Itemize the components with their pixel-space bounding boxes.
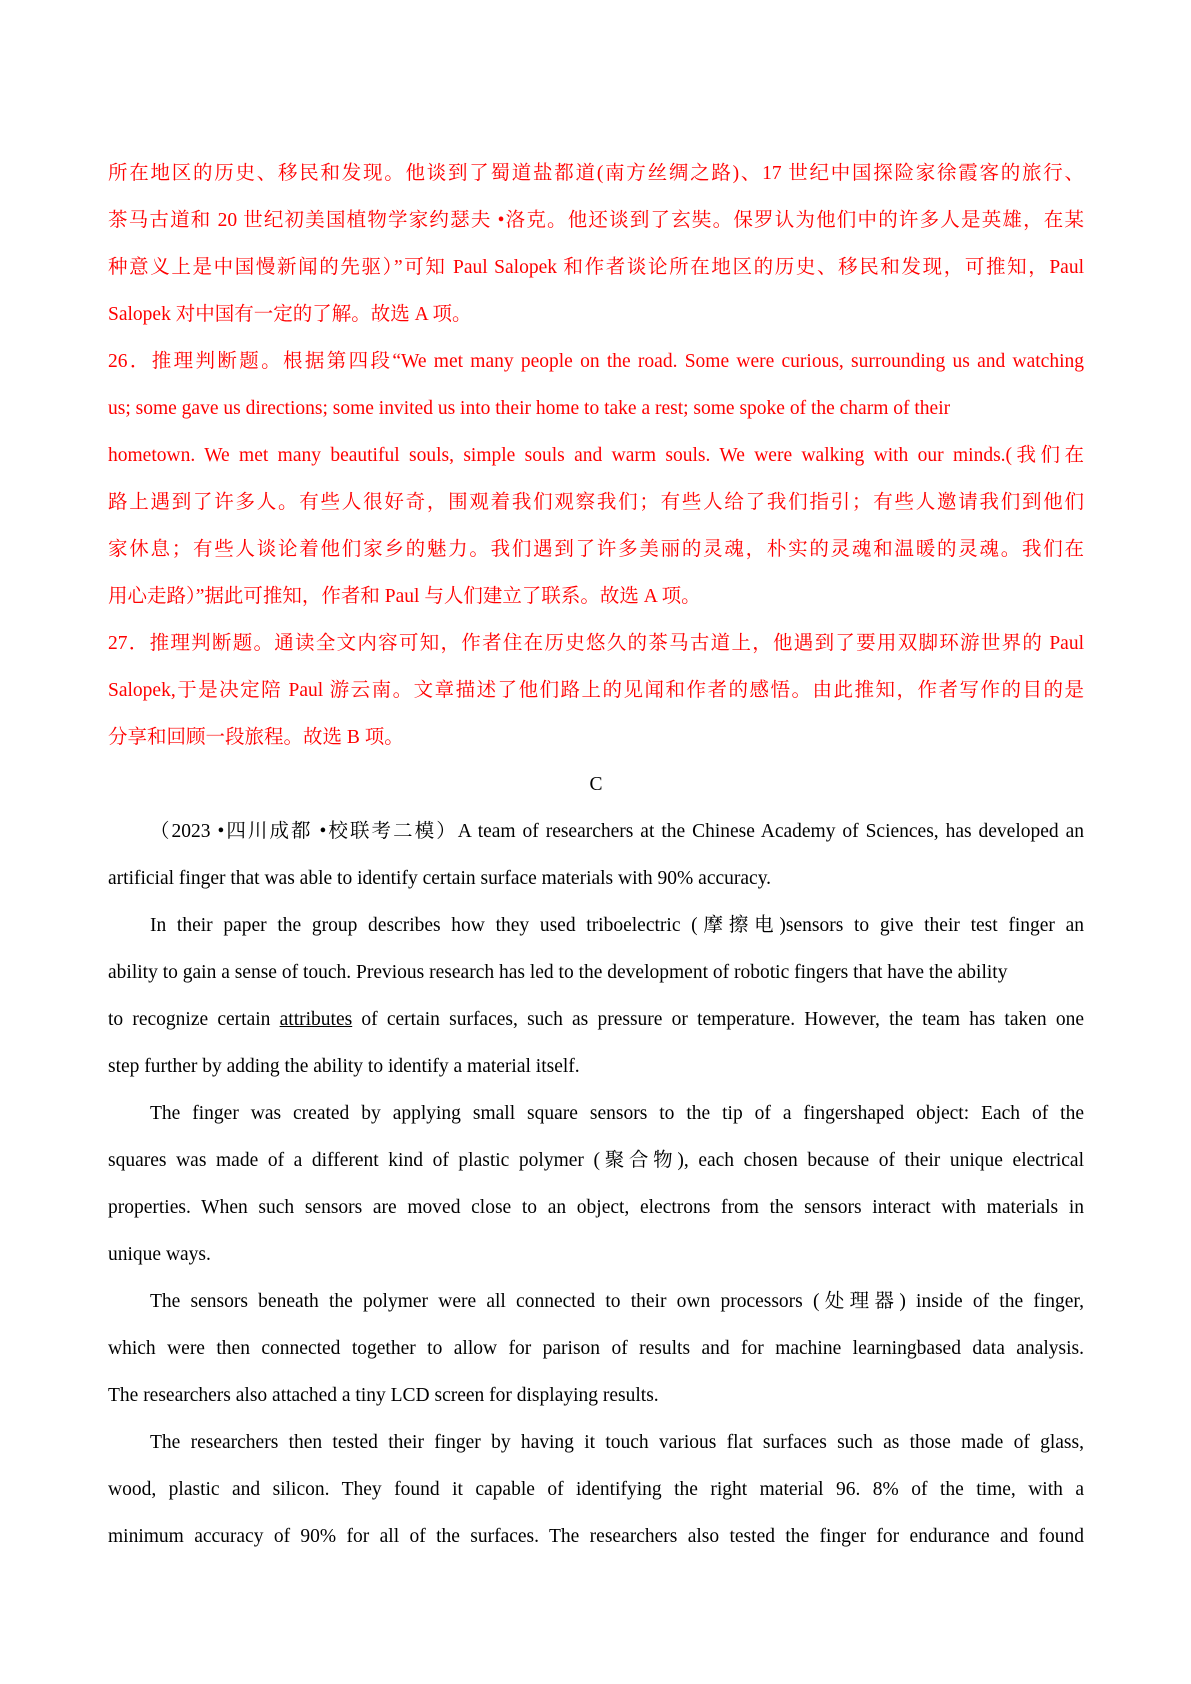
passage-paragraph-1 xyxy=(108,808,1084,902)
answer-line: 种意义上是中国慢新闻的先驱）”可知 Paul Salopek 和作者谈论所在地区的历史、移民和发现，可推知，Paul xyxy=(108,257,1084,278)
passage-text: to recognize certain xyxy=(108,1009,280,1030)
passage-text: of certain surfaces, such as pressure or temperature. However, the team has taken one xyxy=(352,1009,1084,1030)
answer-line: 27．推理判断题。通读全文内容可知，作者住在历史悠久的茶马古道上，他遇到了要用双脚环游世界的 Paul xyxy=(108,633,1084,654)
passage-line xyxy=(108,996,1084,1043)
answer-line: 茶马古道和 20 世纪初美国植物学家约瑟夫 •洛克。他还谈到了玄奘。保罗认为他们中的许多人是英雄，在某 xyxy=(108,210,1084,231)
answer-q26 xyxy=(108,338,1084,620)
section-heading: C xyxy=(589,774,603,795)
answer-line: 26．推理判断题。根据第四段“We met many people on the road. Some were curious, surrounding us and watching xyxy=(108,351,1084,372)
passage-line: which were then connected together to allow for parison of results and for machine learningbased data analysis. xyxy=(108,1338,1084,1359)
answer-line: hometown. We met many beautiful souls, simple souls and warm souls. We were walking with our minds.(我们在 xyxy=(108,445,1084,466)
answer-line: 家休息；有些人谈论着他们家乡的魅力。我们遇到了许多美丽的灵魂，朴实的灵魂和温暖的灵魂。我们在 xyxy=(108,539,1084,560)
answer-line: 分享和回顾一段旅程。故选 B 项。 xyxy=(108,727,404,748)
document-page xyxy=(108,150,1084,1560)
reading-passage xyxy=(108,808,1084,1560)
passage-line: （2023 •四川成都 •校联考二模）A team of researchers at the Chinese Academy of Sciences, has developed an xyxy=(150,821,1084,842)
passage-line: The researchers also attached a tiny LCD screen for displaying results. xyxy=(108,1385,659,1406)
passage-line: The finger was created by applying small square sensors to the tip of a fingershaped object: Each of the xyxy=(150,1103,1084,1124)
answer-line: 所在地区的历史、移民和发现。他谈到了蜀道盐都道(南方丝绸之路)、17 世纪中国探险家徐霞客的旅行、 xyxy=(108,163,1084,184)
passage-line: ability to gain a sense of touch. Previous research has led to the development of robotic fingers that have the ability xyxy=(108,962,1008,983)
passage-line: minimum accuracy of 90% for all of the surfaces. The researchers also tested the finger for endurance and found xyxy=(108,1526,1084,1547)
answer-line: 用心走路）”据此可推知，作者和 Paul 与人们建立了联系。故选 A 项。 xyxy=(108,586,701,607)
passage-paragraph-4 xyxy=(108,1278,1084,1419)
passage-line: artificial finger that was able to identify certain surface materials with 90% accuracy. xyxy=(108,868,772,889)
underlined-word-attributes: attributes xyxy=(279,1009,353,1030)
passage-line: wood, plastic and silicon. They found it capable of identifying the right material 96. 8% of the time, with a xyxy=(108,1479,1084,1500)
passage-paragraph-3 xyxy=(108,1090,1084,1278)
passage-line: properties. When such sensors are moved close to an object, electrons from the sensors interact with materials in xyxy=(108,1197,1084,1218)
answer-line: Salopek 对中国有一定的了解。故选 A 项。 xyxy=(108,304,472,325)
passage-paragraph-2 xyxy=(108,902,1084,1090)
passage-line: The sensors beneath the polymer were all connected to their own processors (处理器) inside of the finger, xyxy=(150,1291,1084,1312)
answer-line: Salopek,于是决定陪 Paul 游云南。文章描述了他们路上的见闻和作者的感悟。由此推知，作者写作的目的是 xyxy=(108,680,1084,701)
answer-q27 xyxy=(108,620,1084,761)
passage-line: In their paper the group describes how they used triboelectric (摩擦电)sensors to give their test finger an xyxy=(150,915,1084,936)
passage-line: unique ways. xyxy=(108,1244,211,1265)
answer-q25-continued xyxy=(108,150,1084,338)
passage-line: step further by adding the ability to identify a material itself. xyxy=(108,1056,580,1077)
passage-line: squares was made of a different kind of plastic polymer (聚合物), each chosen because of their unique electrical xyxy=(108,1150,1084,1171)
passage-paragraph-5 xyxy=(108,1419,1084,1560)
answer-explanations xyxy=(108,150,1084,761)
answer-line: us; some gave us directions; some invited us into their home to take a rest; some spoke of the charm of their xyxy=(108,398,951,419)
passage-line: The researchers then tested their finger by having it touch various flat surfaces such as those made of glass, xyxy=(150,1432,1084,1453)
answer-line: 路上遇到了许多人。有些人很好奇，围观着我们观察我们；有些人给了我们指引；有些人邀请我们到他们 xyxy=(108,492,1084,513)
